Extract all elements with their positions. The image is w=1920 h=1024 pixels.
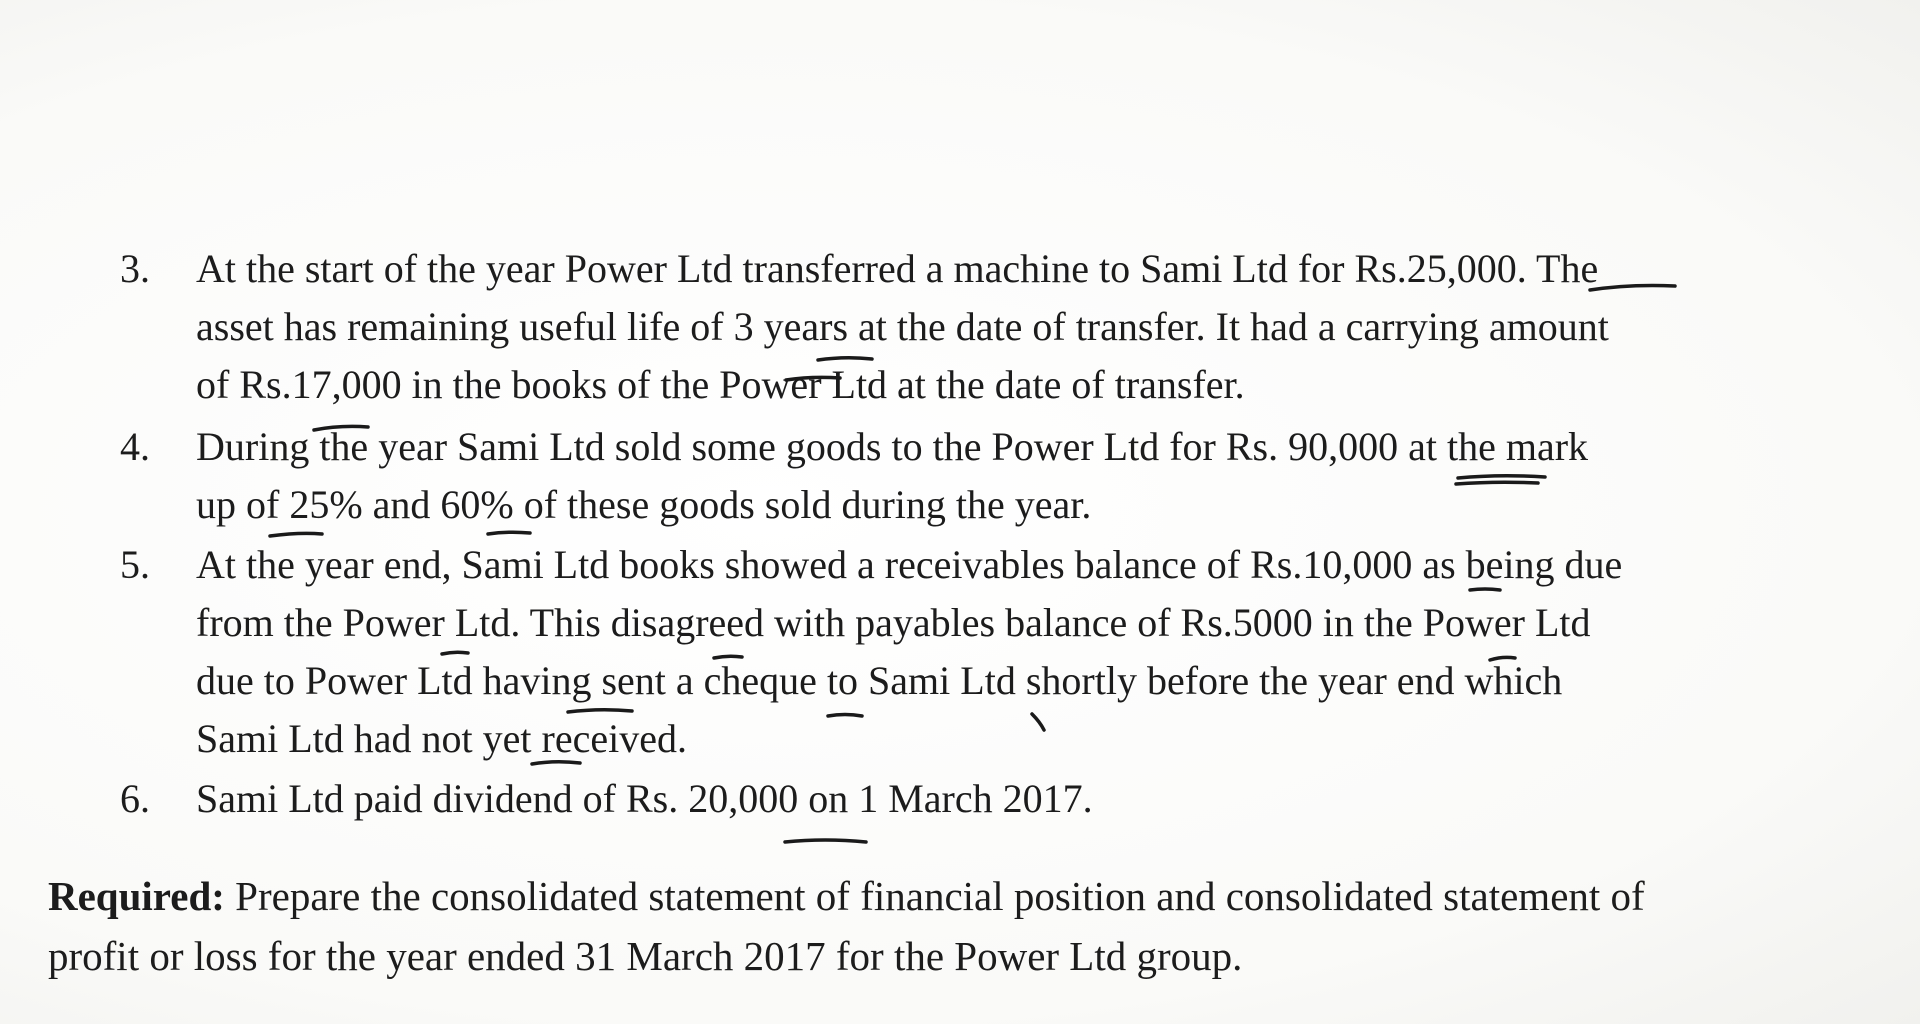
- pen-underline: [785, 840, 866, 842]
- text-line: from the Power Ltd. This disagreed with payables balance of Rs.5000 in the Power Ltd: [196, 600, 1591, 645]
- text-line: up of 25% and 60% of these goods sold during the year.: [196, 482, 1092, 527]
- text-line: Sami Ltd had not yet received.: [196, 716, 687, 761]
- text-line: At the start of the year Power Ltd transferred a machine to Sami Ltd for Rs.25,000. The: [196, 246, 1599, 291]
- required-text: Prepare the consolidated statement of financial position and consolidated statement of: [235, 873, 1645, 919]
- required-label: Required:: [48, 873, 225, 919]
- text-line: Sami Ltd paid dividend of Rs. 20,000 on 1 March 2017.: [196, 776, 1093, 821]
- item-text: [196, 240, 1836, 414]
- text-line: due to Power Ltd having sent a cheque to Sami Ltd shortly before the year end which: [196, 658, 1563, 703]
- item-text: [196, 536, 1836, 768]
- text-line: At the year end, Sami Ltd books showed a receivables balance of Rs.10,000 as being due: [196, 542, 1623, 587]
- item-number: 6.: [120, 776, 150, 821]
- required-line: [48, 866, 1888, 926]
- text-line: of Rs.17,000 in the books of the Power Ltd at the date of transfer.: [196, 362, 1245, 407]
- text-line: During the year Sami Ltd sold some goods to the Power Ltd for Rs. 90,000 at the mark: [196, 424, 1589, 469]
- item-text: [196, 418, 1836, 534]
- required-line: profit or loss for the year ended 31 March 2017 for the Power Ltd group.: [48, 933, 1243, 979]
- item-number: 3.: [120, 246, 150, 291]
- text-line: asset has remaining useful life of 3 years at the date of transfer. It had a carrying amount: [196, 304, 1609, 349]
- required-paragraph: [48, 866, 1888, 986]
- item-number: 4.: [120, 424, 150, 469]
- item-number: 5.: [120, 542, 150, 587]
- item-text: [196, 770, 1836, 828]
